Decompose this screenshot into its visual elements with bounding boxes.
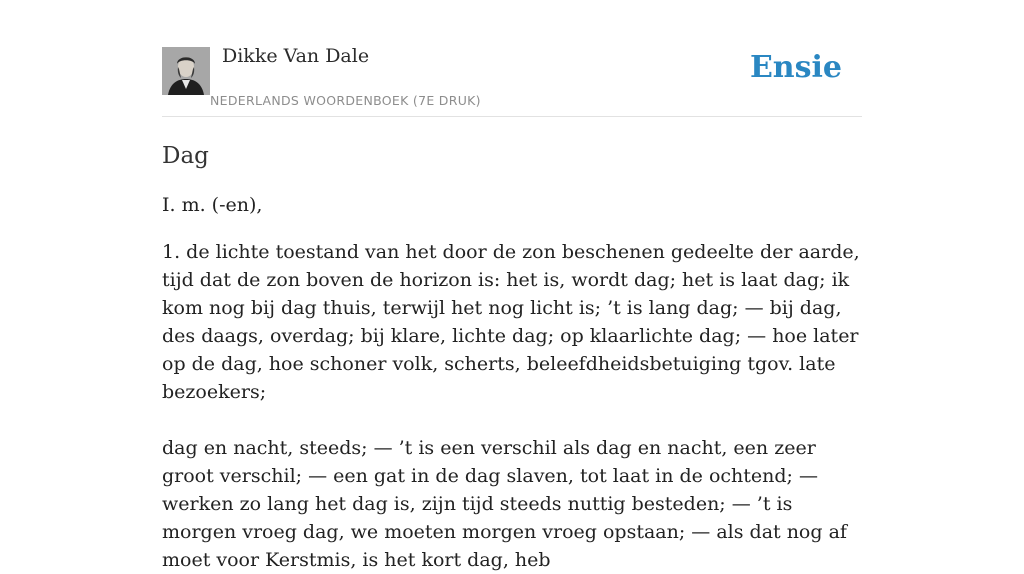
definition-paragraph: dag en nacht, steeds; — ’t is een verschil als dag en nacht, een zeer groot verschil; — een gat in de dag slaven, tot laat in de ochtend; — werken zo lang het dag is, zijn tijd steeds nuttig besteden; — ’t is morgen vroeg dag, we moeten morgen vroeg opstaan; — als dat nog af moet voor Kerstmis, is het kort dag, heb [162,437,847,571]
source-label[interactable]: NEDERLANDS WOORDENBOEK (7E DRUK) [210,93,481,108]
author-portrait-icon [162,47,210,95]
author-avatar[interactable] [162,47,210,95]
definition-paragraph: 1. de lichte toestand van het door de zon beschenen gedeelte der aarde, tijd dat de zon boven de horizon is: het is, wordt dag; het is laat dag; ik kom nog bij dag thuis, terwijl het nog licht is; ’t is lang dag; — bij dag, des daags, overdag; bij klare, lichte dag; op klaarlichte dag; — hoe later op de dag, hoe schoner volk, scherts, beleefdheidsbetuiging tgov. late bezoekers; [162,241,860,403]
header [162,0,862,117]
ensie-logo[interactable]: Ensie [749,50,842,85]
entry-title: Dag [162,143,209,169]
author-name[interactable]: Dikke Van Dale [222,45,370,67]
page [162,0,862,574]
entry-grammar: I. m. (-en), [162,194,263,216]
